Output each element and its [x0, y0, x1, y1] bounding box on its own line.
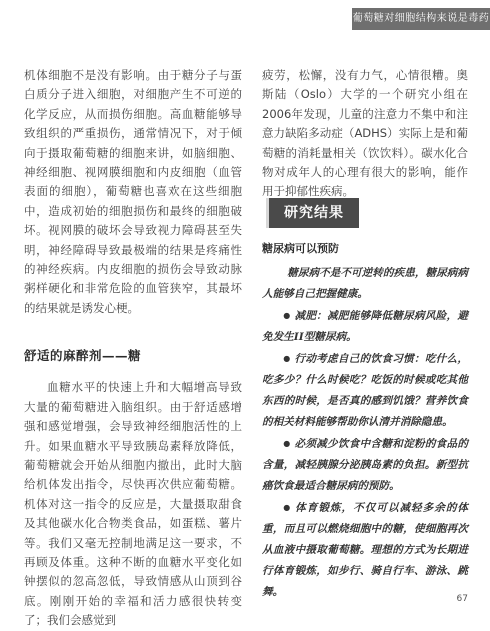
left-paragraph-2: 血糖水平的快速上升和大幅增高导致大量的葡萄糖进入脑组织。由于舒适感增强和感觉增强，会导致神经细胞活性的上升。如果血糖水平导致胰岛素释放降低，葡萄糖就会开始从细胞内撤出，此时大脑给机体发出指令，尽快再次供应葡萄糖。机体对这一指令的反应是，大量摄取甜食及其他碳水化合物类食品，如蛋糕、薯片等。我们又毫无控制地满足这一要求，不再顾及体重。这种不断的血糖水平变化如钟摆似的忽高忽低，导致情感从山顶到谷底。刚刚开始的幸福和活力感很快转变了；我们会感觉到	[24, 380, 242, 628]
bullet-text: 行动考虑自己的饮食习惯：吃什么，吃多少？什么时候吃？吃饭的时候或吃其他东西的时候，是否真的感到饥饿？营养饮食的相关材料能够帮助你认清并消除隐患。	[262, 353, 469, 428]
bullet-dot-icon: ●	[283, 353, 291, 363]
page-number: 67	[456, 594, 468, 604]
bullet-text: 糖尿病不是不可逆转的疾患，糖尿病病人能够自己把握健康。	[262, 267, 468, 300]
left-paragraph-1: 机体细胞不是没有影响。由于糖分子与蛋白质分子进入细胞，对细胞产生不可逆的化学反应，从而损伤细胞。高血糖能够导致组织的严重损伤，通常情况下，对于倾向于摄取葡萄糖的细胞来讲，如脑细胞、神经细胞、视网膜细胞和内皮细胞（血管表面的细胞），葡萄糖也喜欢在这些细胞中，造成初始的细胞损伤和最终的细胞破坏。视网膜的破坏会导致视力障碍甚至失明，神经障碍导致最极端的结果是疼痛性的神经疾病。内皮细胞的损伤会导致动脉粥样硬化和非常危险的血管狭窄，其最坏的结果就是诱发心梗。	[24, 68, 242, 315]
right-column	[262, 66, 468, 202]
bullet-dot-icon: ●	[283, 502, 292, 512]
bullet-dot-icon: ●	[283, 310, 291, 320]
bullet-intro	[262, 262, 468, 305]
section-title-sugar: 舒适的麻醉剂——糖	[24, 348, 142, 364]
bullet-text: 减肥：减肥能够降低糖尿病风险，避免发生II型糖尿病。	[262, 310, 469, 343]
spacer	[24, 318, 242, 330]
right-paragraph-1: 疲劳，松懈，没有力气，心情很糟。奥斯陆（Oslo）大学的一个研究小组在2006年发现，儿童的注意力不集中和注意力缺陷多动症（ADHS）实际上是和葡萄糖的消耗量相关（饮饮料）。碳水化合物对成年人的心理有很大的影响，能作用于抑郁性疾病。	[262, 68, 468, 199]
bullet-text: 体育锻炼，不仅可以减轻多余的体重，而且可以燃烧细胞中的糖，使细胞再次从血液中摄取葡萄糖。理想的方式为长期进行体育锻炼，如步行、骑自行车、游泳、跳舞。	[262, 502, 469, 598]
diabetes-subheading: 糖尿病可以预防	[262, 242, 339, 255]
bullet-item	[262, 305, 468, 348]
bullet-text: 必须减少饮食中含糖和淀粉的食品的含量，减轻胰腺分泌胰岛素的负担。新型抗癌饮食最适合糖尿病的预防。	[262, 438, 469, 492]
diabetes-bullet-list	[262, 262, 468, 603]
bullet-dot-icon: ●	[283, 438, 291, 448]
bullet-item	[262, 497, 468, 603]
bullet-item	[262, 348, 468, 433]
bullet-item	[262, 433, 468, 497]
left-column	[24, 66, 242, 631]
running-title: 葡萄糖对细胞结构来说是毒药	[352, 8, 490, 30]
results-heading-box: 研究结果	[266, 198, 359, 228]
page-header	[0, 0, 490, 44]
